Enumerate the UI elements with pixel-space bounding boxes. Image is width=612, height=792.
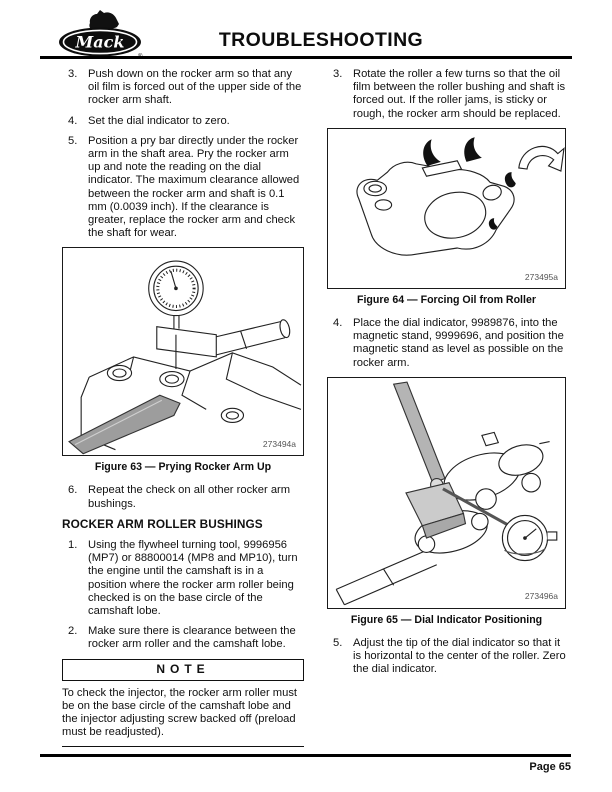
list-text: Repeat the check on all other rocker arm bushings. (88, 484, 291, 510)
figure-65-frame (327, 377, 566, 609)
note-rule (62, 746, 304, 748)
list-number: 3. (68, 68, 78, 80)
list-text: Using the flywheel turning tool, 9996956 (MP7) or 88800014 (MP8 and MP10), turn the engine until the camshaft is in a position where the rocker arm roller being checked is on the base circle of the camshaft lobe. (88, 538, 298, 617)
list-number: 4. (68, 114, 78, 127)
list-number: 4. (333, 317, 343, 330)
left-column (62, 68, 304, 747)
figure-65-illustration (328, 378, 565, 608)
header-rule (40, 56, 572, 59)
section-heading: ROCKER ARM ROLLER BUSHINGS (62, 516, 263, 531)
footer-rule (40, 754, 571, 757)
figure-63-frame (62, 247, 304, 456)
figure-64-frame (327, 128, 566, 289)
list-number: 5. (333, 636, 343, 649)
note-label: NOTE (62, 659, 304, 681)
list-number: 3. (333, 68, 343, 80)
list-item-5 (327, 637, 566, 677)
mack-logo-text: Mack (75, 32, 125, 52)
list-text: Rotate the roller a few turns so that the oil film between the roller bushing and shaft is forced out. If the roller jams, is sticky or rough, the rocker arm should be replaced. (353, 68, 566, 120)
list-item-5 (62, 135, 304, 241)
page-title: TROUBLESHOOTING (218, 29, 424, 51)
list-item-6 (62, 484, 304, 510)
list-number: 5. (68, 134, 78, 147)
figure-63-caption: Figure 63 — Prying Rocker Arm Up (94, 461, 272, 474)
list-number: 2. (68, 625, 78, 638)
figure-64-illustration (328, 129, 565, 288)
figure-64-caption: Figure 64 — Forcing Oil from Roller (357, 293, 536, 306)
right-column (327, 68, 566, 683)
list-item-3 (327, 68, 566, 121)
list-item-4 (62, 115, 304, 128)
figure-63-id: 273494a (262, 438, 296, 449)
list-text: Push down on the rocker arm so that any oil film is forced out of the upper side of the rocker arm shaft. (88, 68, 302, 107)
note-text: To check the injector, the rocker arm roller must be on the base circle of the camshaft lobe and the injector adjusting screw backed off (preload must be readjusted). (62, 686, 298, 739)
list-item-1 (62, 539, 304, 618)
list-text: Adjust the tip of the dial indicator so that it is horizontal to the center of the roller. Zero the dial indicator. (353, 636, 566, 676)
list-text: Make sure there is clearance between the rocker arm roller and the camshaft lobe. (88, 625, 296, 651)
figure-63-illustration (63, 248, 303, 455)
figure-65-caption: Figure 65 — Dial Indicator Positioning (350, 613, 543, 626)
list-number: 6. (68, 484, 78, 497)
list-item-4 (327, 317, 566, 370)
list-number: 1. (68, 538, 78, 551)
figure-65-id: 273496a (524, 591, 558, 602)
page-number: Page 65 (529, 761, 571, 773)
list-text: Position a pry bar directly under the rocker arm in the shaft area. Pry the rocker arm up and note the reading on the dial indicator. The maximum clearance allowed between the rocker arm and shaft is 0.1 mm (0.0039 inch). If the clearance is greater, replace the rocker arm and check the shaft for wear. (88, 134, 300, 240)
figure-64-id: 273495a (524, 271, 558, 282)
list-item-2 (62, 625, 304, 651)
list-text: Set the dial indicator to zero. (88, 114, 230, 127)
list-item-3 (62, 68, 304, 108)
list-text: Place the dial indicator, 9989876, into the magnetic stand, 9999696, and position the magnetic stand as level as possible on the rocker arm. (353, 317, 564, 369)
